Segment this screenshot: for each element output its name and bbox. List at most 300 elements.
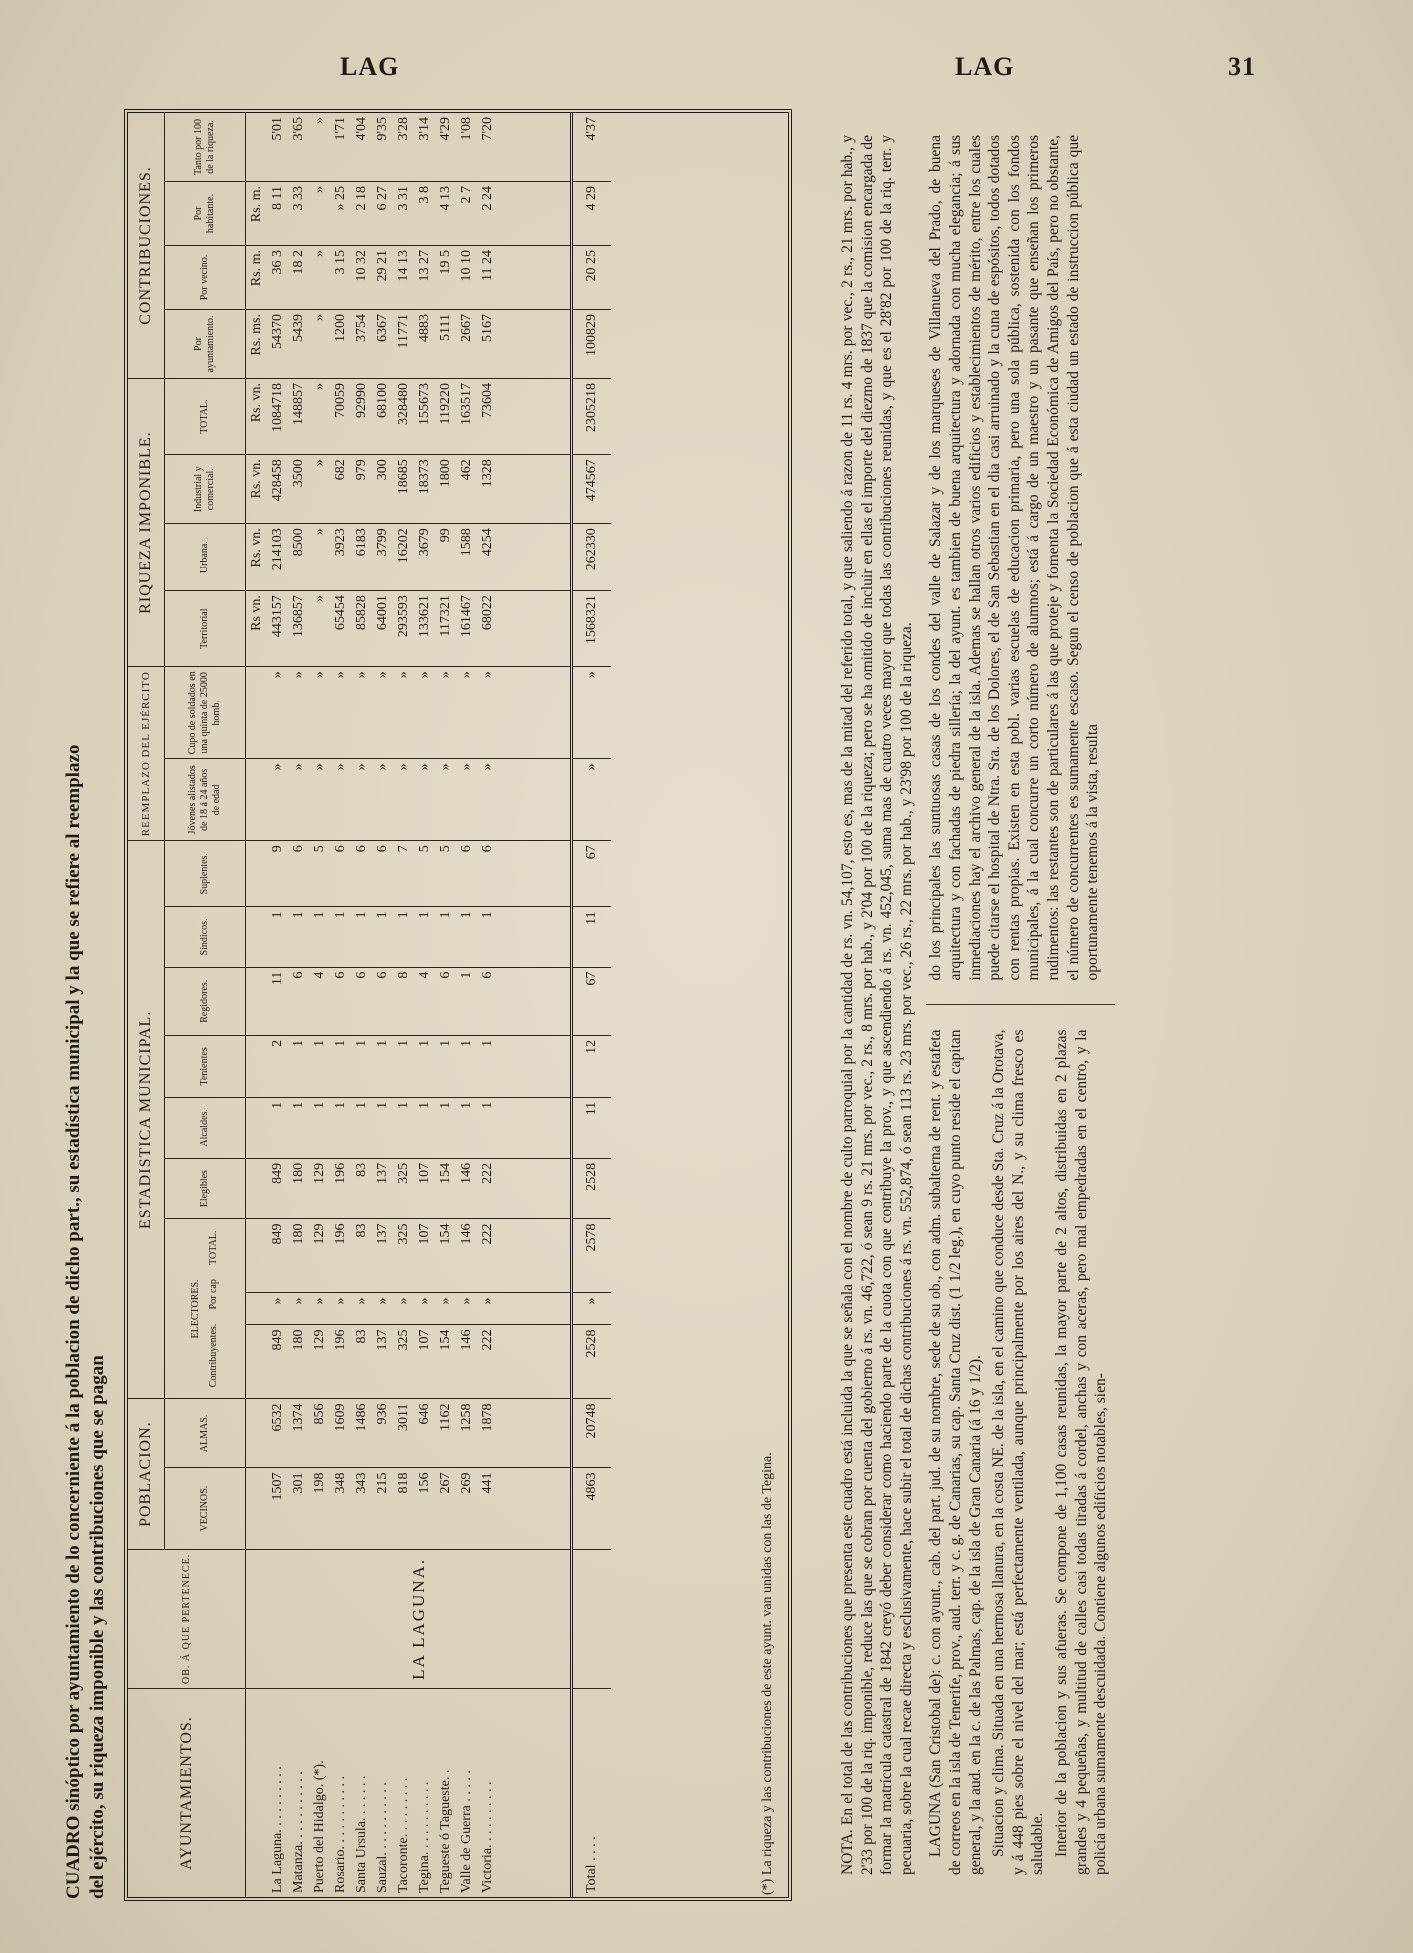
cell-por-habitante: 3 33 <box>288 182 309 246</box>
cell-tenientes: 1 <box>477 1035 498 1097</box>
cell-regidores: 6 <box>372 967 393 1035</box>
cell-cupo: » <box>267 667 288 759</box>
cell-por-cap: » <box>393 1293 414 1325</box>
cell-suplentes: 6 <box>351 841 372 907</box>
ayuntamiento-name: Total . . . . <box>572 1689 612 1898</box>
cell-sindicos: 1 <box>267 907 288 967</box>
cell-urbana: 16202 <box>393 524 414 591</box>
cell-almas: 936 <box>372 1399 393 1468</box>
cell-cupo: » <box>288 667 309 759</box>
cell-por-cap: » <box>372 1293 393 1325</box>
cell-contribuyentes: 196 <box>330 1325 351 1399</box>
group-electores <box>165 1219 246 1399</box>
electores-label: ELECTORES. <box>190 1279 201 1339</box>
cell-suplentes: 6 <box>372 841 393 907</box>
cell-alcaldes: 1 <box>351 1097 372 1158</box>
cell-almas: 856 <box>309 1399 330 1468</box>
cell-cupo: » <box>572 667 612 759</box>
cell-jovenes: » <box>435 759 456 841</box>
col-industrial: Industrial y comercial. <box>165 455 246 524</box>
col-contribuyentes: Contribuyentes. <box>208 1323 219 1388</box>
cell-urbana: 4254 <box>477 524 498 591</box>
col-suplentes: Suplentes. <box>165 841 246 907</box>
cell-tanto: 3'14 <box>414 113 435 182</box>
cell-urbana: 3799 <box>372 524 393 591</box>
cell-almas: 3011 <box>393 1399 414 1468</box>
cell-cupo: » <box>393 667 414 759</box>
col-almas: ALMAS. <box>165 1399 246 1468</box>
cell-regidores: 4 <box>309 967 330 1035</box>
cell-territorial: 65454 <box>330 591 351 667</box>
cell-urbana: 262330 <box>572 524 612 591</box>
cell-regidores: 67 <box>572 967 612 1035</box>
cell-tenientes: 1 <box>435 1035 456 1097</box>
cell-cupo: » <box>456 667 477 759</box>
ayuntamiento-name: Victoria. . . . . . . . . . <box>480 1781 495 1893</box>
table-caption <box>60 95 124 1915</box>
cell-cupo: » <box>372 667 393 759</box>
cell-electores-total: 107 <box>414 1219 435 1293</box>
cell-vecinos: 301 <box>288 1468 309 1549</box>
cell-riqueza-total: 68100 <box>372 379 393 455</box>
cell-cupo: » <box>330 667 351 759</box>
cell-por-cap: » <box>351 1293 372 1325</box>
cell-por-habitante: 3 31 <box>393 182 414 246</box>
cell-elegibles: 146 <box>456 1158 477 1219</box>
group-reemplazo: REEMPLAZO DEL EJÉRCITO <box>128 667 165 841</box>
cell-contribuyentes: 849 <box>267 1325 288 1399</box>
cell-jovenes: » <box>288 759 309 841</box>
running-header-left: LAG <box>340 52 400 81</box>
cell-vecinos: 818 <box>393 1468 414 1549</box>
cell-regidores: 6 <box>477 967 498 1035</box>
cell-por-cap: » <box>267 1293 288 1325</box>
cell-por-cap: » <box>288 1293 309 1325</box>
cell-alcaldes: 1 <box>477 1097 498 1158</box>
cell-regidores: 4 <box>414 967 435 1035</box>
cell-contribuyentes: 83 <box>351 1325 372 1399</box>
cell-sindicos: 1 <box>288 907 309 967</box>
col-territorial: Territorial <box>165 591 246 667</box>
col-ob: OB. Á QUE PERTENECE. <box>128 1549 246 1688</box>
cell-contribuyentes: 2528 <box>572 1325 612 1399</box>
cell-regidores: 1 <box>456 967 477 1035</box>
text-column-2 <box>926 135 1114 981</box>
caption-line-1: CUADRO sinóptico por ayuntamiento de lo concerniente á la poblacion de dicho part., su estadística municipal y la que se refiere al reemplazo <box>63 744 84 1899</box>
cell-tenientes: 1 <box>351 1035 372 1097</box>
cell-jovenes: » <box>330 759 351 841</box>
cell-por-ayunt: 5167 <box>477 310 498 379</box>
cell-alcaldes: 11 <box>572 1097 612 1158</box>
cell-riqueza-total: 155673 <box>414 379 435 455</box>
cell-contribuyentes: 180 <box>288 1325 309 1399</box>
cell-tanto: 4'04 <box>351 113 372 182</box>
cell-sindicos: 11 <box>572 907 612 967</box>
cell-por-habitante: » <box>309 182 330 246</box>
cell-por-habitante: 2 18 <box>351 182 372 246</box>
cell-tanto: 7'20 <box>477 113 498 182</box>
cell-tenientes: 1 <box>309 1035 330 1097</box>
cell-electores-total: 2578 <box>572 1219 612 1293</box>
obispado-name: LA LAGUNA. <box>267 1549 572 1688</box>
cell-industrial: 18373 <box>414 455 435 524</box>
table-region <box>60 95 830 1915</box>
cell-contribuyentes: 325 <box>393 1325 414 1399</box>
cell-territorial: 443157 <box>267 591 288 667</box>
cell-almas: 1609 <box>330 1399 351 1468</box>
cell-tenientes: 12 <box>572 1035 612 1097</box>
cell-por-cap: » <box>414 1293 435 1325</box>
cell-suplentes: 6 <box>477 841 498 907</box>
cell-sindicos: 1 <box>351 907 372 967</box>
cell-suplentes: 6 <box>330 841 351 907</box>
cell-por-vecino: 29 21 <box>372 246 393 310</box>
cell-tanto: » <box>309 113 330 182</box>
cell-elegibles: 129 <box>309 1158 330 1219</box>
table-footnote: (*) La riqueza y las contribuciones de este ayunt. van unidas con las de Tegina. <box>760 1452 775 1895</box>
cell-riqueza-total: 119220 <box>435 379 456 455</box>
cell-industrial: 682 <box>330 455 351 524</box>
cell-cupo: » <box>435 667 456 759</box>
cell-regidores: 8 <box>393 967 414 1035</box>
group-poblacion: POBLACION. <box>128 1399 165 1549</box>
cell-contribuyentes: 107 <box>414 1325 435 1399</box>
cell-por-ayunt: 2667 <box>456 310 477 379</box>
cell-elegibles: 325 <box>393 1158 414 1219</box>
cell-por-vecino: 10 10 <box>456 246 477 310</box>
cell-tanto: 5'01 <box>267 113 288 182</box>
cell-territorial: 161467 <box>456 591 477 667</box>
nota-paragraph: NOTA. En el total de las contribuciones que presenta este cuadro está incluida la que se señala con el nombre de culto parroquial por la cantidad de rs. vn. 54,107, esto es, mas de la mitad del referido total, y que saliendo á razon de 11 rs. 4 mrs. por vec., 2 rs., 21 mrs. por hab., y 2'33 por 100 de la riq. imponible, reduce las que se cobran por cuenta del gobierno á rs. vn. 46,722, ó sean 9 rs. 21 mrs. por vec., 2 rs., 8 mrs. por hab., y 2'04 por 100 de la riqueza; pero se ha omitido de incluir en ellas el importe del diezmo de 1837 que la comision encargada de formar la matrícula catastral de 1842 creyó deber considerar como haciendo parte de la cuota con que contribuye la prov., y que ascendiendo á rs. vn. 452,045, suma mas de cuatro veces mayor que todas las contribuciones reunidas, y que es el 28'82 por 100 de la riq. terr. y pecuaria, sobre la cual recae directa y esclusivamente, hace subir el total de dichas contribuciones á rs. vn. 552,874, ó sean 113 rs. 23 mrs. por vec., 26 rs., 22 mrs. por hab., y 23'98 por 100 de la riqueza. <box>839 135 915 1875</box>
group-riqueza: RIQUEZA IMPONIBLE. <box>128 379 165 667</box>
cell-electores-total: 83 <box>351 1219 372 1293</box>
unit-por-habitante: Rs. m. <box>246 182 268 246</box>
cell-alcaldes: 1 <box>393 1097 414 1158</box>
cell-almas: 1878 <box>477 1399 498 1468</box>
cell-por-ayunt: » <box>309 310 330 379</box>
cell-electores-total: 196 <box>330 1219 351 1293</box>
cell-industrial: » <box>309 455 330 524</box>
column-divider <box>926 1005 1114 1006</box>
paragraph: Situacion y clima. Situada en una hermosa llanura, en la costa NE. de la isla, en el camino que conduce desde Sta. Cruz á la Orotava, y á 448 pies sobre el nivel del mar; está perfectamente ventilada, aunque principalmente por los aires del N., y su clima fresco es saludable. <box>990 1029 1047 1875</box>
ayuntamiento-name: Puerto del Hidalgo. (*). <box>312 1760 327 1893</box>
cell-tanto: 1'71 <box>330 113 351 182</box>
cell-almas: 20748 <box>572 1399 612 1468</box>
cell-riqueza-total: » <box>309 379 330 455</box>
cell-riqueza-total: 70059 <box>330 379 351 455</box>
cell-suplentes: 6 <box>288 841 309 907</box>
running-header-center: LAG <box>955 52 1015 81</box>
cell-por-cap: » <box>572 1293 612 1325</box>
cell-sindicos: 1 <box>477 907 498 967</box>
ayuntamiento-name: Santa Ursula. . . . . . . <box>354 1775 369 1893</box>
cell-por-habitante: » 25 <box>330 182 351 246</box>
cell-tenientes: 2 <box>267 1035 288 1097</box>
cell-vecinos: 269 <box>456 1468 477 1549</box>
paragraph: Interior de la poblacion y sus afueras. Se compone de 1,100 casas reunidas, la mayor parte de 2 altos, distribuidas en 2 plazas grandes y 4 pequeñas, y multitud de calles casi todas tiradas á cordel, anchas y con aceras, pero mal empedradas en el centro, y la policía urbana sumamente descuidada. Contiene algunos edificios notables, sien- <box>1052 1029 1110 1875</box>
cell-elegibles: 2528 <box>572 1158 612 1219</box>
two-column-text <box>920 95 1114 1915</box>
cell-tanto: 9'35 <box>372 113 393 182</box>
cell-vecinos: 156 <box>414 1468 435 1549</box>
cell-urbana: 214103 <box>267 524 288 591</box>
cell-sindicos: 1 <box>414 907 435 967</box>
cell-industrial: 474567 <box>572 455 612 524</box>
caption-line-2: del ejército, su riqueza imponible y las contribuciones que se pagan <box>87 1355 108 1899</box>
paragraph: LAGUNA (San Cristobal de): c. con ayunt., cab. del part. jud. de su nombre, sede de su ob., con adm. subalterna de rent. y estafeta de correos en la isla de Tenerife, prov., aud. terr. y c. g. de Canarias, su cap. Santa Cruz dist. (1 1/2 leg.), en cuyo punto reside el capitan general, y la aud. en la c. de las Palmas, cap. de la isla de Gran Canaria (á 16 y 1/2). <box>927 1029 984 1875</box>
cell-territorial: 136857 <box>288 591 309 667</box>
cell-elegibles: 107 <box>414 1158 435 1219</box>
cell-suplentes: 5 <box>309 841 330 907</box>
cell-electores-total: 137 <box>372 1219 393 1293</box>
cell-almas: 1162 <box>435 1399 456 1468</box>
cell-vecinos: 1507 <box>267 1468 288 1549</box>
table-frame <box>124 109 792 1901</box>
cell-elegibles: 137 <box>372 1158 393 1219</box>
cell-contribuyentes: 146 <box>456 1325 477 1399</box>
page-number: 31 <box>1228 52 1256 81</box>
cell-alcaldes: 1 <box>456 1097 477 1158</box>
cell-tanto: 3'65 <box>288 113 309 182</box>
cell-almas: 1374 <box>288 1399 309 1468</box>
col-electores-total: TOTAL. <box>208 1230 219 1265</box>
cell-por-ayunt: 1200 <box>330 310 351 379</box>
col-sindicos: Síndicos. <box>165 907 246 967</box>
cell-elegibles: 154 <box>435 1158 456 1219</box>
cell-vecinos: 4863 <box>572 1468 612 1549</box>
cell-territorial: 68022 <box>477 591 498 667</box>
col-por-habitante: Por habitante. <box>165 182 246 246</box>
cell-alcaldes: 1 <box>267 1097 288 1158</box>
cell-por-vecino: 36 3 <box>267 246 288 310</box>
cell-jovenes: » <box>414 759 435 841</box>
cell-por-vecino: 18 2 <box>288 246 309 310</box>
cell-por-ayunt: 11771 <box>393 310 414 379</box>
cell-sindicos: 1 <box>309 907 330 967</box>
cell-por-cap: » <box>435 1293 456 1325</box>
cell-contribuyentes: 222 <box>477 1325 498 1399</box>
cell-cupo: » <box>309 667 330 759</box>
total-row <box>572 113 612 1897</box>
col-alcaldes: Alcaldes. <box>165 1097 246 1158</box>
unit-por-ayunt: Rs. ms. <box>246 310 268 379</box>
cell-suplentes: 9 <box>267 841 288 907</box>
cell-almas: 1486 <box>351 1399 372 1468</box>
cell-urbana: 8500 <box>288 524 309 591</box>
cell-tanto: 4'37 <box>572 113 612 182</box>
cell-por-habitante: 3 8 <box>414 182 435 246</box>
cell-jovenes: » <box>372 759 393 841</box>
cell-regidores: 6 <box>288 967 309 1035</box>
cell-regidores: 6 <box>351 967 372 1035</box>
cell-contribuyentes: 137 <box>372 1325 393 1399</box>
cell-vecinos: 267 <box>435 1468 456 1549</box>
cell-jovenes: » <box>393 759 414 841</box>
cell-riqueza-total: 92990 <box>351 379 372 455</box>
cell-por-ayunt: 5439 <box>288 310 309 379</box>
cell-alcaldes: 1 <box>414 1097 435 1158</box>
cell-sindicos: 1 <box>330 907 351 967</box>
cell-sindicos: 1 <box>393 907 414 967</box>
cell-vecinos: 343 <box>351 1468 372 1549</box>
cell-jovenes: » <box>477 759 498 841</box>
cell-territorial: 64001 <box>372 591 393 667</box>
col-vecinos: VECINOS. <box>165 1468 246 1549</box>
units-row <box>246 113 268 1897</box>
cell-urbana: 3923 <box>330 524 351 591</box>
cell-por-habitante: 8 11 <box>267 182 288 246</box>
cell-territorial: 85828 <box>351 591 372 667</box>
unit-urbana: Rs. vn. <box>246 524 268 591</box>
cell-por-ayunt: 54370 <box>267 310 288 379</box>
cell-tenientes: 1 <box>330 1035 351 1097</box>
cell-riqueza-total: 1084718 <box>267 379 288 455</box>
table-row <box>267 113 288 1897</box>
cell-jovenes: » <box>456 759 477 841</box>
cell-tenientes: 1 <box>414 1035 435 1097</box>
cell-territorial: 133621 <box>414 591 435 667</box>
cell-por-habitante: 4 29 <box>572 182 612 246</box>
cell-territorial: 293593 <box>393 591 414 667</box>
cell-tanto: 4'29 <box>435 113 456 182</box>
cell-por-cap: » <box>309 1293 330 1325</box>
cell-almas: 1258 <box>456 1399 477 1468</box>
cell-cupo: » <box>414 667 435 759</box>
cell-alcaldes: 1 <box>372 1097 393 1158</box>
text-region <box>838 95 1398 1915</box>
cell-jovenes: » <box>309 759 330 841</box>
col-por-ayunt: Por ayuntamiento. <box>165 310 246 379</box>
cell-jovenes: » <box>351 759 372 841</box>
cell-tenientes: 1 <box>372 1035 393 1097</box>
cell-suplentes: 6 <box>456 841 477 907</box>
unit-riqueza-total: Rs. vn. <box>246 379 268 455</box>
cell-electores-total: 129 <box>309 1219 330 1293</box>
cell-industrial: 3500 <box>288 455 309 524</box>
cell-regidores: 6 <box>435 967 456 1035</box>
cell-riqueza-total: 328480 <box>393 379 414 455</box>
cell-por-cap: » <box>456 1293 477 1325</box>
cell-industrial: 300 <box>372 455 393 524</box>
cell-regidores: 6 <box>330 967 351 1035</box>
cell-elegibles: 180 <box>288 1158 309 1219</box>
cell-industrial: 18685 <box>393 455 414 524</box>
col-riqueza-total: TOTAL. <box>165 379 246 455</box>
cell-urbana: 1588 <box>456 524 477 591</box>
ayuntamiento-name: Matanza. . . . . . . . . . . <box>291 1771 306 1893</box>
cell-jovenes: » <box>572 759 612 841</box>
cell-electores-total: 180 <box>288 1219 309 1293</box>
cell-vecinos: 215 <box>372 1468 393 1549</box>
cell-vecinos: 198 <box>309 1468 330 1549</box>
cell-territorial: 1568321 <box>572 591 612 667</box>
cell-contribuyentes: 129 <box>309 1325 330 1399</box>
cell-por-ayunt: 6367 <box>372 310 393 379</box>
cell-electores-total: 222 <box>477 1219 498 1293</box>
cell-por-cap: » <box>330 1293 351 1325</box>
rotated-text-block <box>838 95 1398 1915</box>
cell-tenientes: 1 <box>456 1035 477 1097</box>
cell-electores-total: 146 <box>456 1219 477 1293</box>
col-ayuntamientos: AYUNTAMIENTOS. <box>128 1689 246 1898</box>
cell-por-habitante: 6 27 <box>372 182 393 246</box>
cell-cupo: » <box>477 667 498 759</box>
cell-suplentes: 67 <box>572 841 612 907</box>
cell-por-vecino: » <box>309 246 330 310</box>
cell-industrial: 979 <box>351 455 372 524</box>
cell-tenientes: 1 <box>393 1035 414 1097</box>
cell-territorial: » <box>309 591 330 667</box>
col-regidores: Regidores. <box>165 967 246 1035</box>
cell-electores-total: 849 <box>267 1219 288 1293</box>
group-contribuciones: CONTRIBUCIONES. <box>128 113 165 379</box>
cell-por-vecino: 10 32 <box>351 246 372 310</box>
cell-cupo: » <box>351 667 372 759</box>
cell-por-vecino: 11 24 <box>477 246 498 310</box>
cell-electores-total: 325 <box>393 1219 414 1293</box>
unit-industrial: Rs. vn. <box>246 455 268 524</box>
ayuntamiento-name: Rosario. . . . . . . . . . . <box>333 1775 348 1893</box>
cell-urbana: 6183 <box>351 524 372 591</box>
table-body <box>246 113 612 1897</box>
cell-sindicos: 1 <box>435 907 456 967</box>
ayuntamiento-name: Tegina. . . . . . . . . . . <box>417 1781 432 1893</box>
cell-por-vecino: 13 27 <box>414 246 435 310</box>
cell-alcaldes: 1 <box>309 1097 330 1158</box>
cell-por-vecino: 20 25 <box>572 246 612 310</box>
cell-electores-total: 154 <box>435 1219 456 1293</box>
cell-urbana: 3679 <box>414 524 435 591</box>
cell-por-cap: » <box>477 1293 498 1325</box>
cell-regidores: 11 <box>267 967 288 1035</box>
cell-sindicos: 1 <box>372 907 393 967</box>
cell-tanto: 3'28 <box>393 113 414 182</box>
cell-elegibles: 83 <box>351 1158 372 1219</box>
cell-por-ayunt: 100829 <box>572 310 612 379</box>
unit-por-vecino: Rs. m. <box>246 246 268 310</box>
cell-tanto: 1'08 <box>456 113 477 182</box>
cell-elegibles: 849 <box>267 1158 288 1219</box>
text-column-1 <box>926 1030 1114 1876</box>
cell-industrial: 1328 <box>477 455 498 524</box>
cell-por-ayunt: 5111 <box>435 310 456 379</box>
ayuntamiento-name: Tacoronte. . . . . . . . . <box>396 1777 411 1893</box>
col-jovenes: Jóvenes alistados de 18 á 24 años de edad <box>165 759 246 841</box>
cell-riqueza-total: 2305218 <box>572 379 612 455</box>
ayuntamiento-name: Valle de Guerra . . . . . <box>459 1770 474 1893</box>
group-estadistica: ESTADISTICA MUNICIPAL. <box>128 841 165 1399</box>
cell-industrial: 462 <box>456 455 477 524</box>
cell-alcaldes: 1 <box>288 1097 309 1158</box>
cell-suplentes: 5 <box>435 841 456 907</box>
cell-urbana: 99 <box>435 524 456 591</box>
cell-almas: 6532 <box>267 1399 288 1468</box>
col-tanto-por-100: Tanto por 100 de la riqueza. <box>165 113 246 182</box>
cell-territorial: 117321 <box>435 591 456 667</box>
cell-por-habitante: 2 7 <box>456 182 477 246</box>
cell-riqueza-total: 163517 <box>456 379 477 455</box>
unit-territorial: Rs vn. <box>246 591 268 667</box>
col-por-vecino: Por vecino. <box>165 246 246 310</box>
col-cupo: Cupo de soldados en una quinta de 25000 homb. <box>165 667 246 759</box>
rotated-table-block <box>60 95 830 1915</box>
cell-riqueza-total: 148857 <box>288 379 309 455</box>
col-urbana: Urbana. <box>165 524 246 591</box>
cell-suplentes: 5 <box>414 841 435 907</box>
ayuntamiento-name: Tegueste ó Tagueste. . <box>438 1769 453 1893</box>
cell-por-vecino: 3 15 <box>330 246 351 310</box>
cell-industrial: 1800 <box>435 455 456 524</box>
